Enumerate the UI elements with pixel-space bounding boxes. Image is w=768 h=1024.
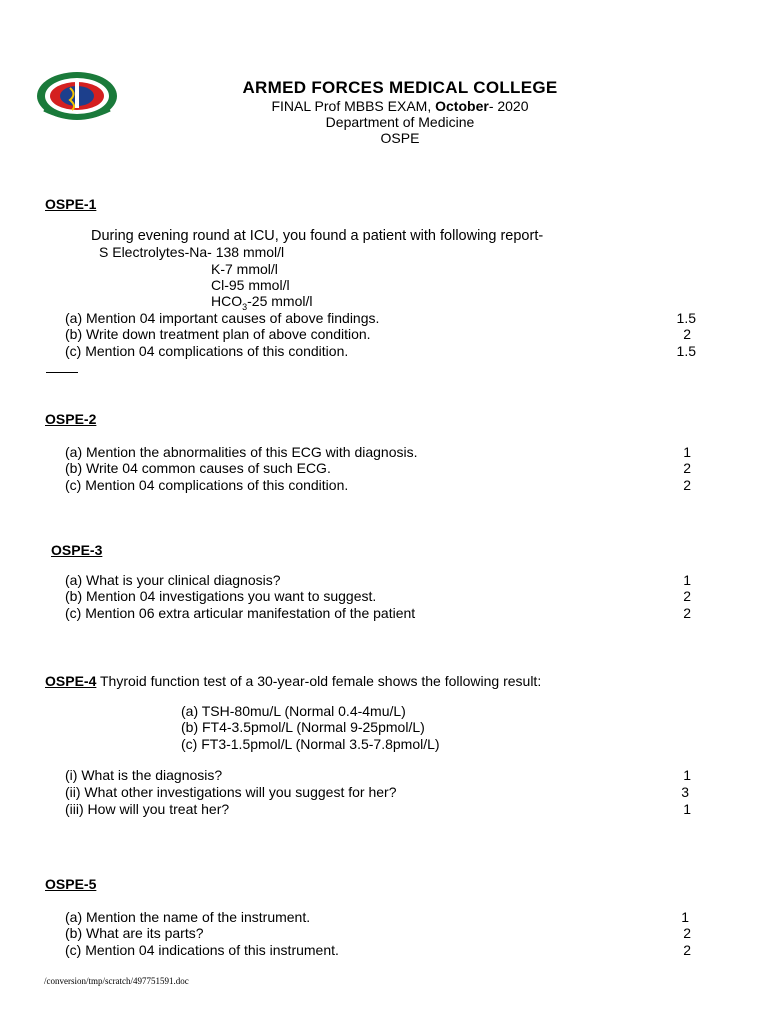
- ospe3-question-c: (c) Mention 06 extra articular manifestation of the patient: [65, 605, 416, 621]
- ospe5-marks-a: 1: [681, 909, 689, 925]
- exam-title: FINAL Prof MBBS EXAM, October- 2020: [271, 98, 529, 114]
- divider-line: [46, 372, 78, 373]
- ospe4-question-ii: (ii) What other investigations will you suggest for her?: [65, 784, 397, 800]
- ospe4-result-ft4: (b) FT4-3.5pmol/L (Normal 9-25pmol/L): [181, 719, 425, 735]
- ospe1-marks-a: 1.5: [676, 310, 696, 326]
- exam-type: OSPE: [380, 130, 420, 146]
- ospe5-marks-c: 2: [683, 942, 691, 958]
- ospe4-marks-iii: 1: [683, 801, 691, 817]
- ospe4-heading: OSPE-4 Thyroid function test of a 30-year-old female shows the following result:: [45, 673, 542, 689]
- ospe1-title: OSPE-1: [45, 196, 97, 212]
- file-path-footer: /conversion/tmp/scratch/497751591.doc: [44, 976, 189, 986]
- ospe3-marks-b: 2: [683, 588, 691, 604]
- ospe3-question-b: (b) Mention 04 investigations you want to suggest.: [65, 588, 377, 604]
- ospe2-question-c: (c) Mention 04 complications of this condition.: [65, 477, 349, 493]
- ospe2-question-a: (a) Mention the abnormalities of this ECG with diagnosis.: [65, 444, 418, 460]
- ospe5-question-a: (a) Mention the name of the instrument.: [65, 909, 311, 925]
- ospe4-title: OSPE-4: [45, 673, 97, 689]
- ospe1-question-a: (a) Mention 04 important causes of above findings.: [65, 310, 380, 326]
- ospe1-lab-k: K-7 mmol/l: [211, 261, 278, 277]
- ospe2-title: OSPE-2: [45, 411, 97, 427]
- ospe1-marks-c: 1.5: [676, 343, 696, 359]
- ospe4-marks-ii: 3: [681, 784, 689, 800]
- ospe1-lab-na: S Electrolytes-Na- 138 mmol/l: [99, 244, 285, 260]
- ospe2-marks-b: 2: [683, 460, 691, 476]
- ospe1-lab-hco3: $HCO_3-25$ mmol/l: [211, 293, 313, 312]
- ospe5-title: OSPE-5: [45, 876, 97, 892]
- ospe1-marks-b: 2: [683, 326, 691, 342]
- ospe5-question-c: (c) Mention 04 indications of this instrument.: [65, 942, 339, 958]
- ospe1-lab-cl: Cl-95 mmol/l: [211, 277, 290, 293]
- ospe1-question-c: (c) Mention 04 complications of this condition.: [65, 343, 349, 359]
- ospe3-title: OSPE-3: [51, 542, 103, 558]
- ospe4-marks-i: 1: [683, 767, 691, 783]
- college-name: ARMED FORCES MEDICAL COLLEGE: [242, 78, 558, 97]
- ospe3-marks-c: 2: [683, 605, 691, 621]
- ospe2-marks-c: 2: [683, 477, 691, 493]
- ospe3-marks-a: 1: [683, 572, 691, 588]
- ospe4-result-ft3: (c) FT3-1.5pmol/L (Normal 3.5-7.8pmol/L): [181, 736, 440, 752]
- college-logo: [34, 70, 120, 122]
- ospe4-question-i: (i) What is the diagnosis?: [65, 767, 223, 783]
- ospe3-question-a: (a) What is your clinical diagnosis?: [65, 572, 281, 588]
- ospe4-question-iii: (iii) How will you treat her?: [65, 801, 230, 817]
- ospe5-marks-b: 2: [683, 925, 691, 941]
- ospe2-marks-a: 1: [683, 444, 691, 460]
- ospe2-question-b: (b) Write 04 common causes of such ECG.: [65, 460, 331, 476]
- department: Department of Medicine: [325, 114, 475, 130]
- ospe1-intro: During evening round at ICU, you found a patient with following report-: [91, 228, 544, 244]
- ospe4-result-tsh: (a) TSH-80mu/L (Normal 0.4-4mu/L): [181, 703, 406, 719]
- ospe1-question-b: (b) Write down treatment plan of above condition.: [65, 326, 371, 342]
- ospe5-question-b: (b) What are its parts?: [65, 925, 204, 941]
